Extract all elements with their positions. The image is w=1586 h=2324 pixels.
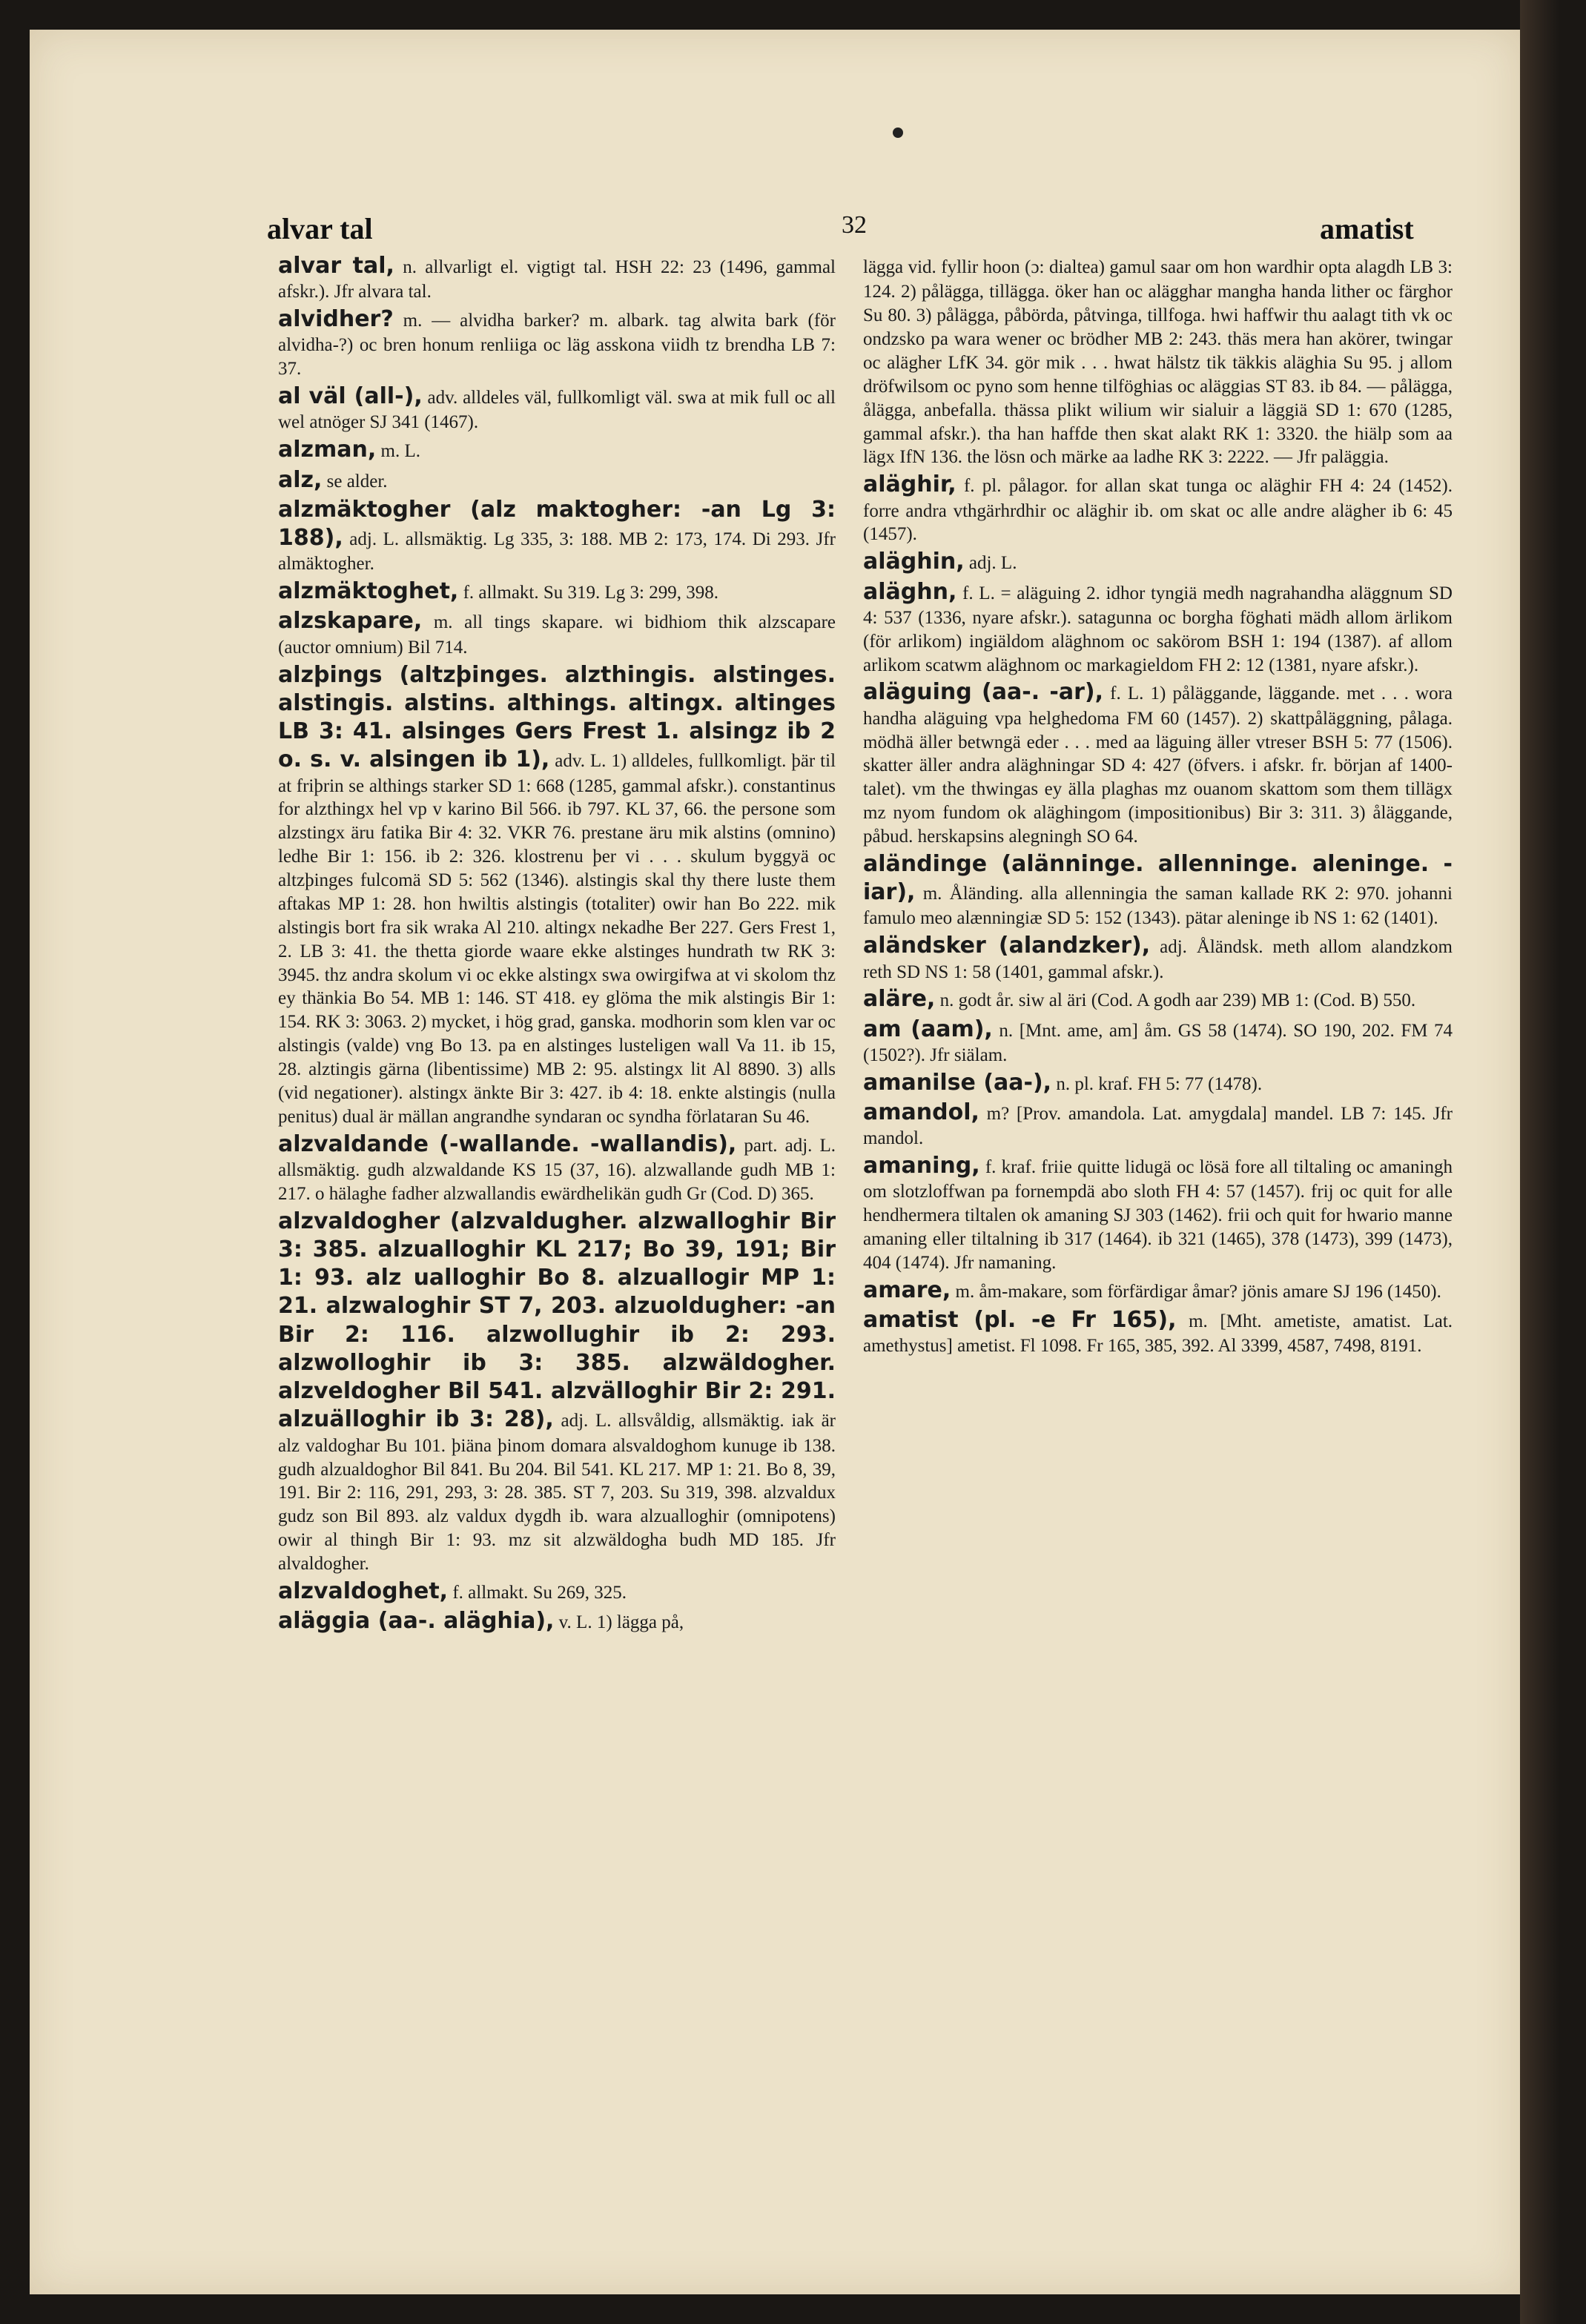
entry-text: f. L. = aläguing 2. idhor tyngiä medh nagrahandha aläggnum SD 4: 537 (1336, nyare afskr.). satagunna oc borgha föghati mädh allom ärlikom (för arlikom) ingiäldom aläghnom oc sakörom BSH 1: 194 (1387). af allom arlikom scatwm aläghnom oc markagieldom FH 2: 12 (1381, nyare afskr.). (863, 583, 1453, 675)
entry-text: n. godt år. siw al äri (Cod. A godh aar 239) MB 1: (Cod. B) 550. (939, 990, 1416, 1011)
entry-lemma: amatist (pl. -e Fr 165), (863, 1307, 1177, 1334)
entry-text: m. — alvidha barker? m. albark. tag alwita bark (för alvidha-?) oc bren honum renliiga oc läg asskona viidh tz brendha LB 7: 37. (278, 311, 836, 380)
entry-lemma: am (aam), (863, 1016, 993, 1042)
entry-lemma: aläghn, (863, 578, 957, 605)
entry-lemma: amandol, (863, 1099, 979, 1125)
entry-text: m. Åländing. alla allenningia the saman kallade RK 2: 970. johanni famulo meo alænningiæ SD 5: 152 (1343). pätar aleninge ib NS 1: 62 (1401). (863, 884, 1453, 929)
ink-dot (893, 128, 903, 138)
entry-text: n. [Mnt. ame, am] åm. GS 58 (1474). SO 190, 202. FM 74 (1502?). Jfr siälam. (863, 1020, 1453, 1065)
dictionary-entry (278, 252, 836, 304)
running-head-right: amatist (1320, 212, 1414, 245)
dictionary-entry (278, 1607, 836, 1635)
entry-lemma: alzvaldande (-wallande. -wallandis), (278, 1130, 737, 1157)
entry-text: lägga vid. fyllir hoon (ɔ: dialtea) gamul saar om hon wardhir opta alagdh LB 3: 124. 2) pålägga, tillägga. öker han oc alägghar mangha handa lither oc färghor Su 80. 3) pålägga, påbörda, påtvinga, tillfoga. hwi haffwir thu aalagt tith vk oc ondzsko pa wara wener oc brödher MB 2: 243. thäs mera han akörer, twingar oc alägher LfK 34. gör mik . . . hwat hälstz tik täkkis aläghia Su 95. j allom dröfwilsom oc pyno som henne tilföghias oc aläggias ST 83. ib 84. — pålägga, ålägga, anbefalla. thässa plikt wilium wir sialuir a läggiä SD 1: 670 (1285, gammal afskr.). tha han haffde then skat alakt RK 1: 3320. the hiälp som aa lägx IfN 136. the lösn och märke aa ladhe RK 3: 2222. — Jfr paläggia. (863, 257, 1453, 468)
dictionary-entry (278, 1208, 836, 1576)
entry-text: m. all tings skapare. wi bidhiom thik alzscapare (auctor omnium) Bil 714. (278, 612, 836, 658)
entry-lemma: alzvaldogher (alzvaldugher. alzwalloghir Bir 3: 385. alzualloghir KL 217; Bo 39, 191; Bir 1: 93. alz ualloghir Bo 8. alzuallogir MP 1: 21. alzwaloghir ST 7, 203. alzuoldugher: -an Bir 2: 116. alzwollughir ib 2: 293. alzwolloghir ib 3: 385. alzwäldogher. alzveldogher Bil 541. alzvälloghir Bir 2: 291. alzuälloghir ib 3: 28), (278, 1208, 836, 1433)
entry-text: adj. L. allsvåldig, allsmäktig. iak är alz valdoghar Bu 101. þiäna þinom domara alsvaldoghom kunuge ib 138. gudh alzualdoghor Bil 841. Bu 204. Bil 541. KL 217. MP 1: 21. Bo 8, 39, 191. Bir 2: 116, 291, 293, 3: 28. 385. ST 7, 203. Su 319, 398. alzvaldux gudz son Bil 893. alz valdux dygdh ib. wara alzualloghir (omnipotens) owir al thingh Bir 1: 93. mz sit alzwäldogha budh MD 185. Jfr alvaldogher. (278, 1411, 836, 1574)
entry-lemma: amare, (863, 1277, 951, 1303)
entry-lemma: alvidher? (278, 306, 394, 333)
dictionary-entry (863, 932, 1453, 984)
dictionary-entry (863, 850, 1453, 930)
entry-lemma: aländsker (alandzker), (863, 933, 1151, 959)
entry-text: n. pl. kraf. FH 5: 77 (1478). (1056, 1073, 1263, 1094)
dictionary-entry (863, 1152, 1453, 1275)
entry-lemma: alzþings (altzþinges. alzthingis. alstinges. alstingis. alstins. althings. altingx. altinges LB 3: 41. alsinges Gers Frest 1. alsingz ib 2 o. s. v. alsingen ib 1), (278, 661, 836, 773)
dictionary-entry (863, 548, 1453, 576)
running-head-left: alvar tal (267, 212, 373, 245)
entry-text: adj. Åländsk. meth allom alandzkom reth SD NS 1: 58 (1401, gammal afskr.). (863, 937, 1453, 982)
dictionary-entry (278, 466, 836, 494)
entry-lemma: aläguing (aa-. -ar), (863, 679, 1104, 706)
entry-text: adj. L. (968, 553, 1017, 574)
entry-text: m. [Mht. ametiste, amatist. Lat. amethystus] ametist. Fl 1098. Fr 165, 385, 392. Al 3399, 4587, 7498, 8191. (863, 1311, 1453, 1357)
dictionary-entry (278, 383, 836, 434)
entry-lemma: aländinge (alänninge. allenninge. aleninge. -iar), (863, 850, 1453, 906)
left-column (278, 252, 836, 1637)
entry-lemma: aläggia (aa-. aläghia), (278, 1608, 555, 1635)
dictionary-entry (863, 1277, 1453, 1305)
dictionary-entry (863, 678, 1453, 849)
entry-lemma: al väl (all-), (278, 383, 423, 410)
entry-lemma: amanilse (aa-), (863, 1069, 1052, 1096)
entry-lemma: alzmäktoghet, (278, 578, 459, 605)
entry-text: f. allmakt. Su 269, 325. (452, 1582, 627, 1603)
entry-lemma: alvar tal, (278, 253, 394, 279)
entry-text: v. L. 1) lägga på, (558, 1612, 684, 1633)
dictionary-entry (278, 1578, 836, 1606)
dictionary-entry (863, 1099, 1453, 1151)
dictionary-entry (863, 471, 1453, 546)
dictionary-entry (278, 496, 836, 576)
entry-lemma: alzskapare, (278, 608, 423, 635)
dictionary-entry (863, 1306, 1453, 1358)
entry-lemma: alzvaldoghet, (278, 1578, 449, 1604)
entry-lemma: amaning, (863, 1153, 980, 1179)
dictionary-entry (278, 661, 836, 1129)
entry-text: f. allmakt. Su 319. Lg 3: 299, 398. (463, 583, 718, 603)
right-column (863, 252, 1453, 1360)
entry-text: n. allvarligt el. vigtigt tal. HSH 22: 23 (1496, gammal afskr.). Jfr alvara tal. (278, 257, 836, 302)
entry-text: f. kraf. friie quitte lidugä oc lösä fore all tiltaling oc amaningh om slotzloffwan pa fornempdä abo sloth FH 4: 57 (1457). frij oc quit for alle hendhermera tiltalen ok amaning SJ 303 (1462). frii och quit for hwario manne amaning eller tiltalning ib 317 (1464). ib 321 (1465), 378 (1473), 399 (1473), 404 (1474). Jfr namaning. (863, 1157, 1453, 1273)
entry-lemma: aläre, (863, 986, 936, 1013)
entry-text: f. pl. pålagor. for allan skat tunga oc aläghir FH 4: 24 (1452). forre andra vthgärhrdhir oc aläghir ib. om skat oc alle andre alägher ib 6: 45 (1457). (863, 476, 1453, 545)
dictionary-entry (278, 305, 836, 381)
entry-lemma: alzman, (278, 437, 377, 463)
entry-text: m? [Prov. amandola. Lat. amygdala] mandel. LB 7: 145. Jfr mandol. (863, 1104, 1453, 1149)
entry-text: adv. alldeles väl, fullkomligt väl. swa at mik full oc all wel atnöger SJ 341 (1467). (278, 388, 836, 433)
entry-lemma: aläghir, (863, 471, 956, 498)
dictionary-entry (278, 577, 836, 606)
scan-dark-edge (1520, 0, 1586, 2324)
dictionary-entry (863, 252, 1453, 469)
page-number: 32 (842, 211, 867, 239)
dictionary-entry (278, 1130, 836, 1206)
entry-text: adv. L. 1) alldeles, fullkomligt. þär til at friþrin se althings starker SD 1: 668 (1285, gammal afskr.). constantinus for alzthingx hel vp v karino Bil 566. ib 797. KL 37, 66. the persone som alzstingx äru fatika Bir 4: 32. VKR 76. prestane äru mik alstins (omnino) ledhe Bir 1: 156. ib 2: 326. klostrenu þer vi . . . skulum byggyä oc altzþinges fulcomä SD 5: 562 (1346). alstingis skal thy there luste them aftakas MP 1: 28. hon hwiltis alstingis (totaliter) owir han Bo 222. mik alstingis bort fra sik wraka Al 210. altingx nekadhe Ber 227. Gers Frest 1, 2. LB 3: 41. the thetta giorde waare ekke alstinges hundrath tw RK 3: 3945. thz andra skolum vi oc ekke alstingx swa owirgifwa at vi skolom thz ey thänkia Bo 54. MB 1: 146. ST 418. ey glöma the mik alstingis Bir 1: 154. RK 3: 3063. 2) mycket, i hög grad, ganska. modhorin som klen var oc alstingis (valde) vng Bo 13. pa en alstinges lusteligen wall Va 11. ib 15, 28. alztingis gärna (libentissime) MB 2: 95. alstingx lit Al 8890. 3) alls (vid negationer). alstingx änkte Bir 3: 427. ib 4: 18. enkte alstingis (nulla penitus) dual är mällan angrandhe syndaran oc syndha förlataran Su 46. (278, 751, 836, 1127)
dictionary-entry (863, 1069, 1453, 1097)
dictionary-entry (863, 1016, 1453, 1067)
dictionary-entry (863, 985, 1453, 1013)
dictionary-entry (278, 436, 836, 464)
entry-text: se alder. (326, 471, 388, 491)
entry-text: part. adj. L. allsmäktig. gudh alzwaldande KS 15 (37, 16). alzwallande gudh MB 1: 217. o hälaghe fadher alzwallandis ewärdhelikän gudh Gr (Cod. D) 365. (278, 1135, 836, 1204)
entry-lemma: alzmäktogher (alz maktogher: -an Lg 3: 188), (278, 496, 836, 551)
entry-lemma: alz, (278, 466, 323, 493)
dictionary-entry (278, 607, 836, 659)
entry-lemma: aläghin, (863, 549, 965, 575)
entry-text: m. L. (380, 441, 420, 462)
entry-text: f. L. 1) påläggande, läggande. met . . . wora handha aläguing vpa helghedoma FM 60 (1457). 2) skattpåläggning, pålaga. mödhä äller betwngä eder . . . med aa läguing äller vtreser BSH 5: 77 (1506). skatter äller andra aläghningar SD 4: 427 (öfvers. i afskr. fr. början af 1400-talet). vm the thwingas ey älla plaghas mz ouanom skattom som them tillägx mz nyom fundom ok aläghingom (impositionibus) Bir 3: 311. 3) åläggande, påbud. herskapsins alegningh SO 64. (863, 683, 1453, 847)
dictionary-entry (863, 578, 1453, 678)
entry-text: adj. L. allsmäktig. Lg 335, 3: 188. MB 2: 173, 174. Di 293. Jfr almäktogher. (278, 529, 836, 575)
entry-text: m. åm-makare, som förfärdigar åmar? jönis amare SJ 196 (1450). (955, 1281, 1441, 1302)
